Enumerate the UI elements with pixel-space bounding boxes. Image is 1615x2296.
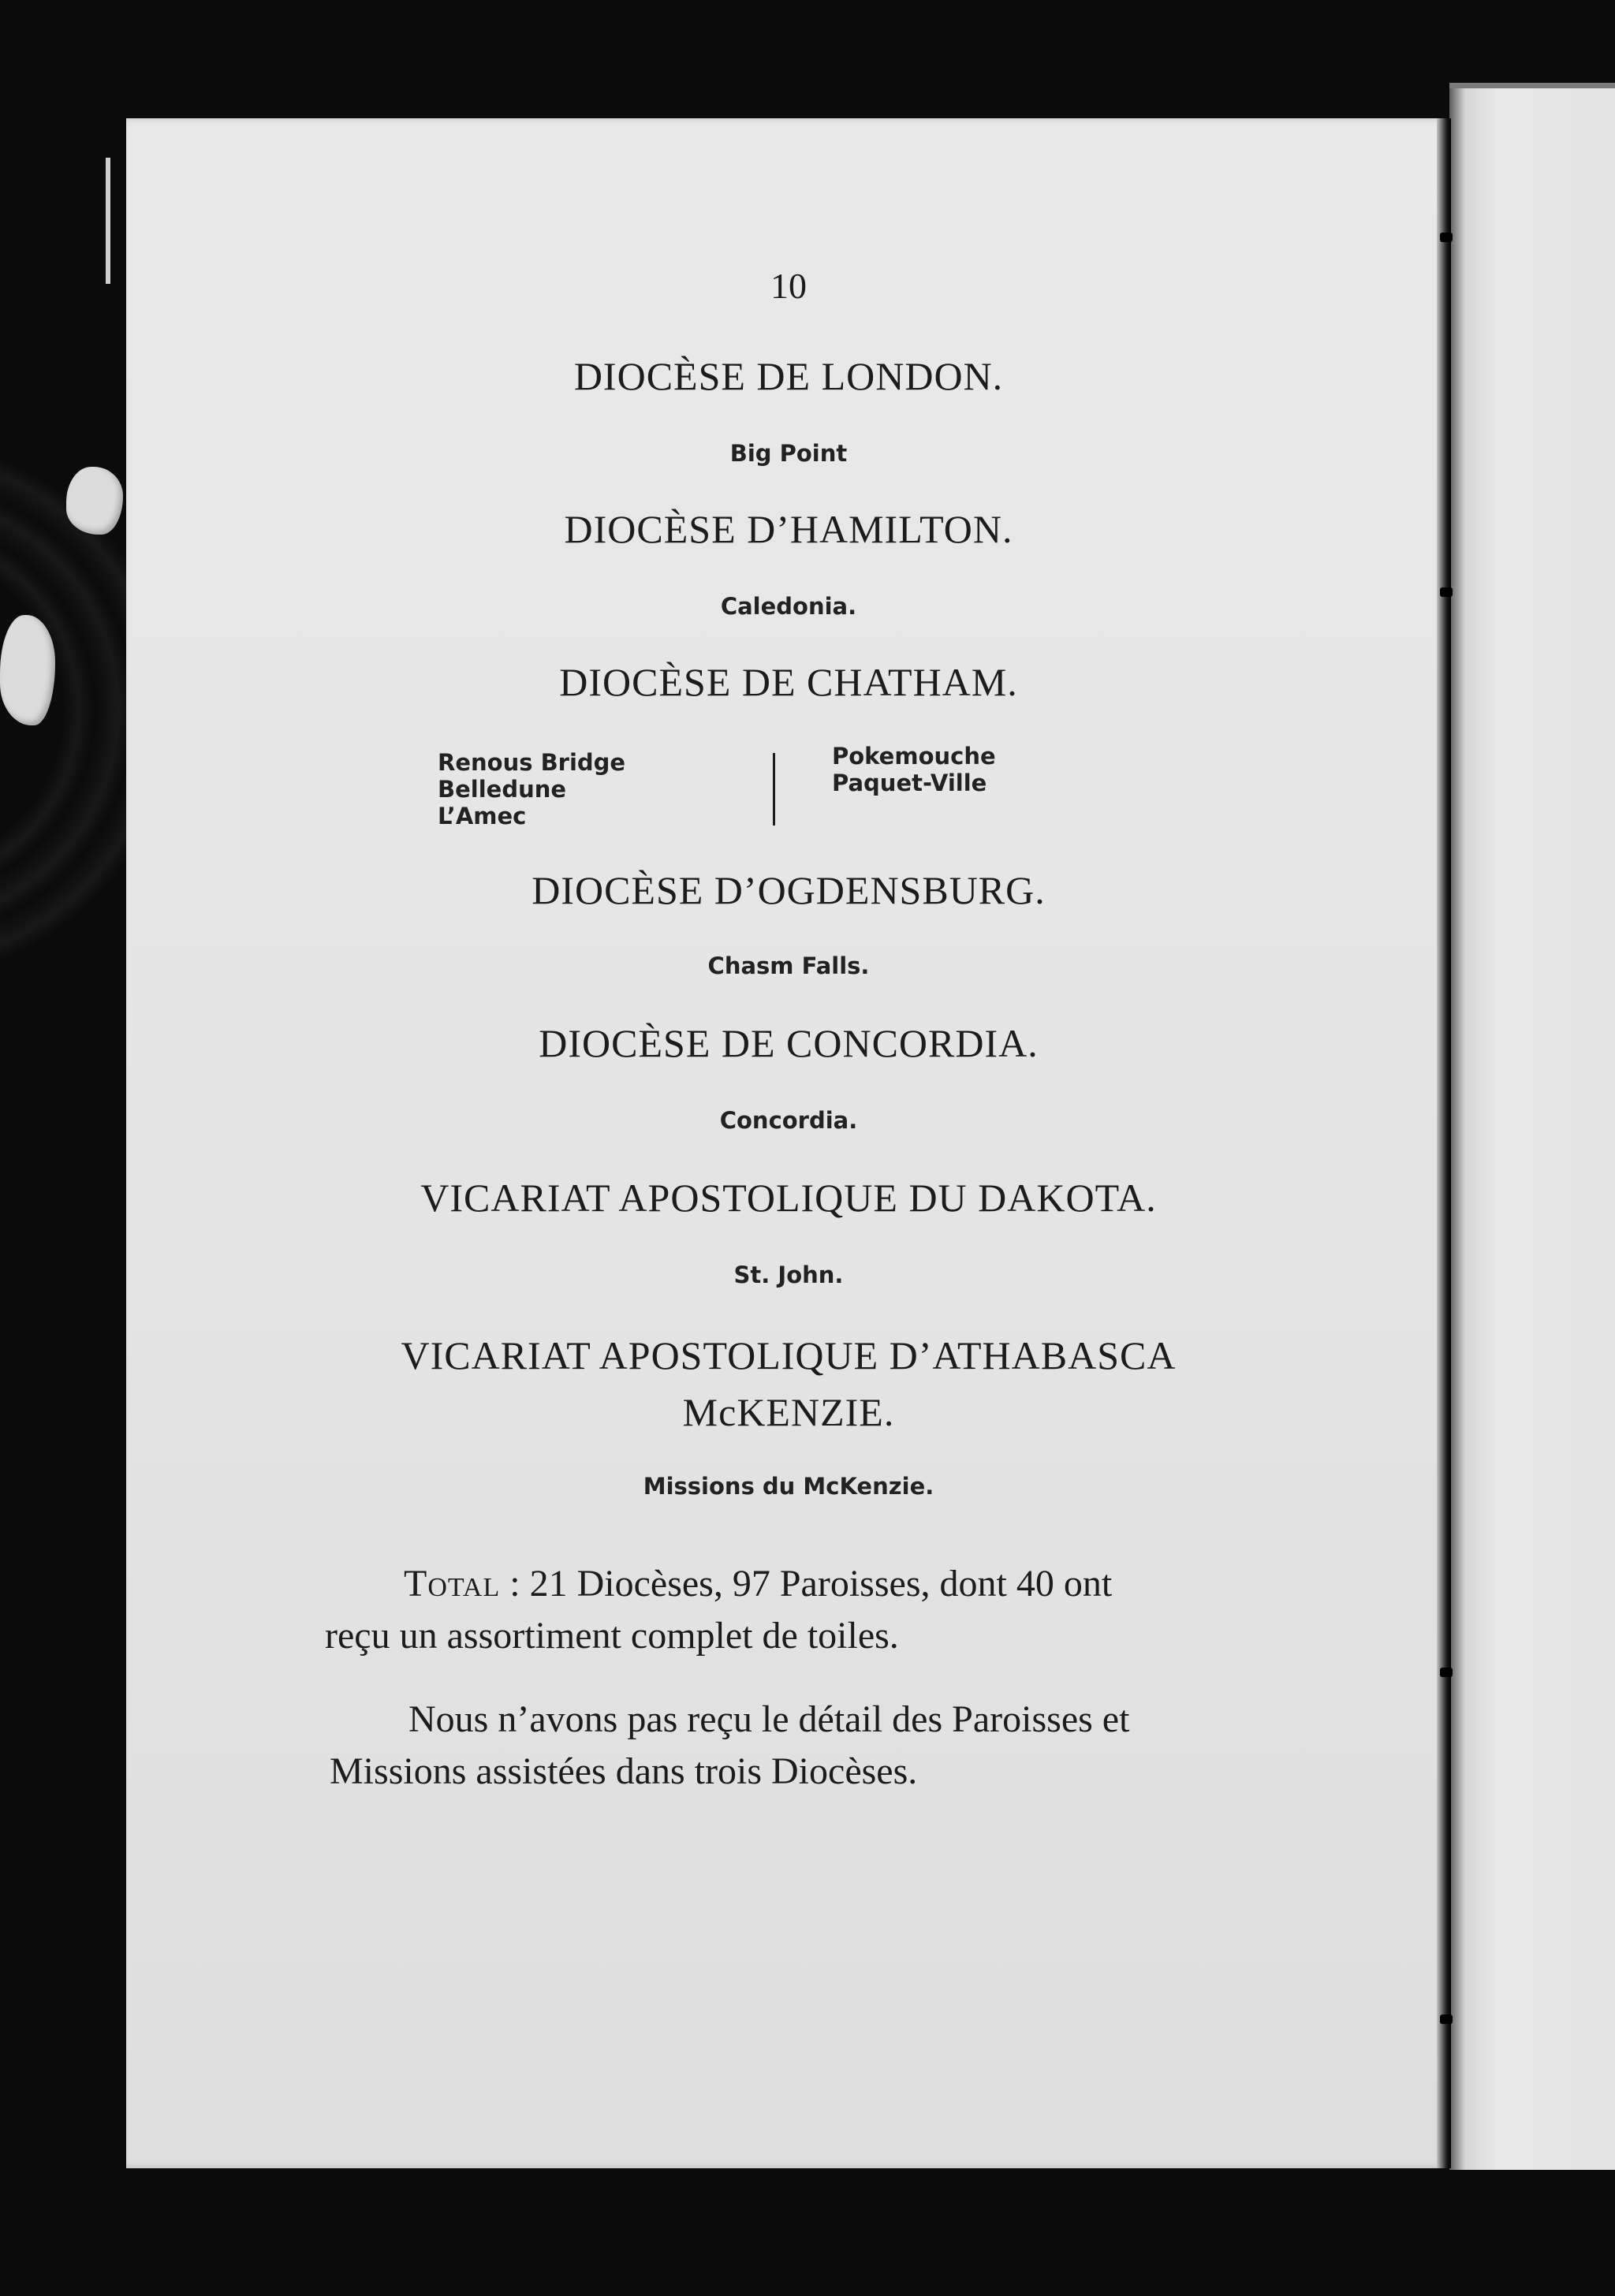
place-missions-du-mckenzie: Missions du McKenzie. (643, 1473, 934, 1500)
total-line-2: reçu un assortiment complet de toiles. (325, 1615, 899, 1657)
column-divider (773, 753, 775, 826)
section-heading-ogdensburg: DIOCÈSE D’OGDENSBURG. (531, 868, 1046, 912)
place-concordia: Concordia. (719, 1107, 858, 1134)
binding-stitch-mark (1440, 1668, 1453, 1677)
parish-renous-bridge: Renous Bridge (438, 749, 626, 776)
section-heading-athabasca: VICARIAT APOSTOLIQUE D’ATHABASCA (401, 1333, 1177, 1377)
place-st-john: St. John. (733, 1262, 844, 1288)
parish-belledune: Belledune (438, 776, 567, 803)
total-line-1 (404, 1558, 1112, 1610)
parish-pokemouche: Pokemouche (832, 743, 996, 770)
binding-stitch-mark (1440, 233, 1453, 242)
parish-paquet-ville: Paquet-Ville (832, 770, 987, 796)
debris-speck (0, 615, 55, 725)
page-number: 10 (770, 266, 807, 306)
section-heading-mckenzie: McKENZIE. (682, 1390, 895, 1434)
section-heading-london: DIOCÈSE DE LONDON. (573, 354, 1004, 398)
note-line-1: Nous n’avons pas reçu le détail des Paroisses et (408, 1698, 1130, 1740)
debris-speck (66, 467, 123, 535)
total-summary: : 21 Diocèses, 97 Paroisses, dont 40 ont (500, 1563, 1113, 1605)
place-chasm-falls: Chasm Falls. (707, 952, 870, 979)
section-heading-hamilton: DIOCÈSE D’HAMILTON. (564, 507, 1013, 551)
place-big-point: Big Point (729, 440, 848, 467)
section-heading-dakota: VICARIAT APOSTOLIQUE DU DAKOTA. (420, 1176, 1157, 1220)
film-clip-mark (106, 158, 110, 284)
parish-lamec: L’Amec (438, 803, 527, 829)
binding-stitch-mark (1440, 2015, 1453, 2024)
section-heading-concordia: DIOCÈSE DE CONCORDIA. (539, 1021, 1039, 1065)
note-line-2: Missions assistées dans trois Diocèses. (330, 1750, 918, 1792)
total-label: Total (404, 1563, 501, 1605)
section-heading-chatham: DIOCÈSE DE CHATHAM. (559, 660, 1018, 704)
chatham-right-column (832, 743, 996, 796)
place-caledonia: Caledonia. (720, 593, 857, 620)
chatham-left-column (438, 749, 625, 829)
next-page-edge (1449, 88, 1615, 2170)
page-binding-edge (1437, 118, 1451, 2168)
book-page (126, 118, 1451, 2168)
